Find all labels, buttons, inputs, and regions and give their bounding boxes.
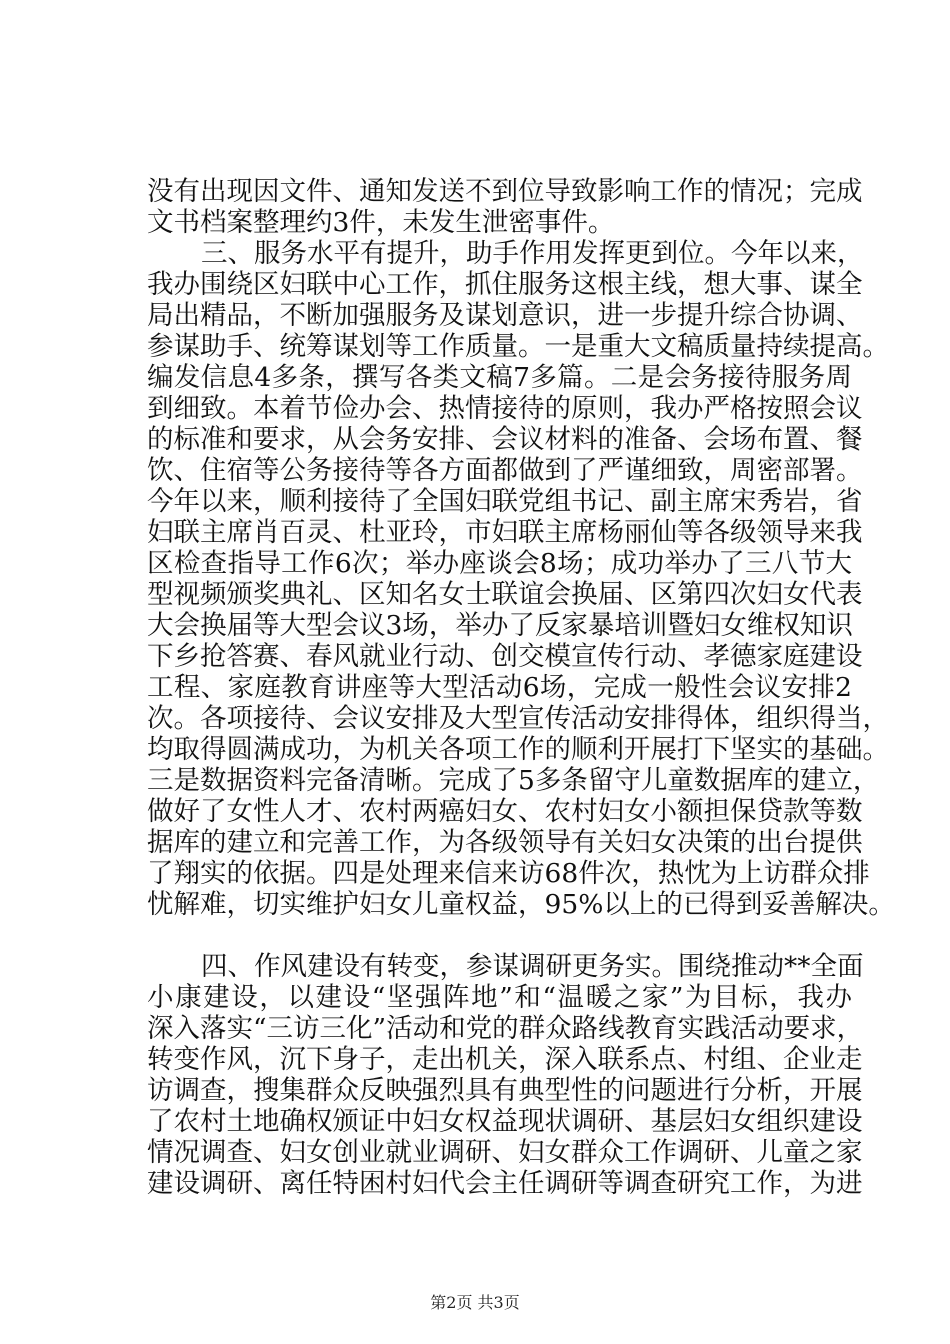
text-line: 局出精品，不断加强服务及谋划意识，进一步提升综合协调、 (147, 300, 863, 331)
text-line: 型视频颁奖典礼、区知名女士联谊会换届、区第四次妇女代表 (147, 579, 863, 610)
text-line: 了翔实的依据。四是处理来信来访68件次，热忱为上访群众排 (147, 858, 870, 889)
text-line: 没有出现因文件、通知发送不到位导致影响工作的情况；完成 (147, 176, 863, 207)
text-line: 妇联主席肖百灵、杜亚玲，市妇联主席杨丽仙等各级领导来我 (147, 517, 863, 548)
text-line: 今年以来，顺利接待了全国妇联党组书记、副主席宋秀岩，省 (147, 486, 863, 517)
text-line: 访调查，搜集群众反映强烈具有典型性的问题进行分析，开展 (147, 1075, 863, 1106)
text-line: 参谋助手、统筹谋划等工作质量。一是重大文稿质量持续提高。 (147, 331, 889, 362)
text-line: 忧解难，切实维护妇女儿童权益，95%以上的已得到妥善解决。 (147, 889, 895, 920)
text-line: 情况调查、妇女创业就业调研、妇女群众工作调研、儿童之家 (147, 1137, 863, 1168)
text-line: 做好了女性人才、农村两癌妇女、农村妇女小额担保贷款等数 (147, 796, 863, 827)
text-line: 三是数据资料完备清晰。完成了5多条留守儿童数据库的建立， (147, 765, 880, 796)
page-footer: 第2页 共3页 (430, 1293, 520, 1312)
text-line: 了农村土地确权颁证中妇女权益现状调研、基层妇女组织建设 (147, 1106, 863, 1137)
text-line: 的标准和要求，从会务安排、会议材料的准备、会场布置、餐 (147, 424, 863, 455)
text-line: 文书档案整理约3件，未发生泄密事件。 (147, 207, 615, 238)
text-line: 小康建设，以建设“坚强阵地”和“温暖之家”为目标，我办 (147, 982, 852, 1013)
text-line: 四、作风建设有转变，参谋调研更务实。围绕推动**全面 (201, 951, 864, 982)
paragraph-gap (147, 920, 852, 951)
text-line: 到细致。本着节俭办会、热情接待的原则，我办严格按照会议 (147, 393, 863, 424)
text-line: 编发信息4多条，撰写各类文稿7多篇。二是会务接待服务周 (147, 362, 852, 393)
text-line: 据库的建立和完善工作，为各级领导有关妇女决策的出台提供 (147, 827, 863, 858)
text-line: 均取得圆满成功，为机关各项工作的顺利开展打下坚实的基础。 (147, 734, 889, 765)
text-line: 区检查指导工作6次；举办座谈会8场；成功举办了三八节大 (147, 548, 852, 579)
text-line: 次。各项接待、会议安排及大型宣传活动安排得体，组织得当， (147, 703, 889, 734)
text-line: 饮、住宿等公务接待等各方面都做到了严谨细致，周密部署。 (147, 455, 863, 486)
text-line: 转变作风，沉下身子，走出机关，深入联系点、村组、企业走 (147, 1044, 863, 1075)
document-body (147, 176, 895, 1199)
text-line: 建设调研、离任特困村妇代会主任调研等调查研究工作，为进 (147, 1168, 863, 1199)
text-line: 下乡抢答赛、春风就业行动、创交模宣传行动、孝德家庭建设 (147, 641, 863, 672)
text-line: 工程、家庭教育讲座等大型活动6场，完成一般性会议安排2 (147, 672, 852, 703)
text-line: 三、服务水平有提升，助手作用发挥更到位。今年以来， (201, 238, 864, 269)
text-line: 大会换届等大型会议3场，举办了反家暴培训暨妇女维权知识 (147, 610, 853, 641)
text-line: 我办围绕区妇联中心工作，抓住服务这根主线，想大事、谋全 (147, 269, 863, 300)
text-line: 深入落实“三访三化”活动和党的群众路线教育实践活动要求， (147, 1013, 864, 1044)
